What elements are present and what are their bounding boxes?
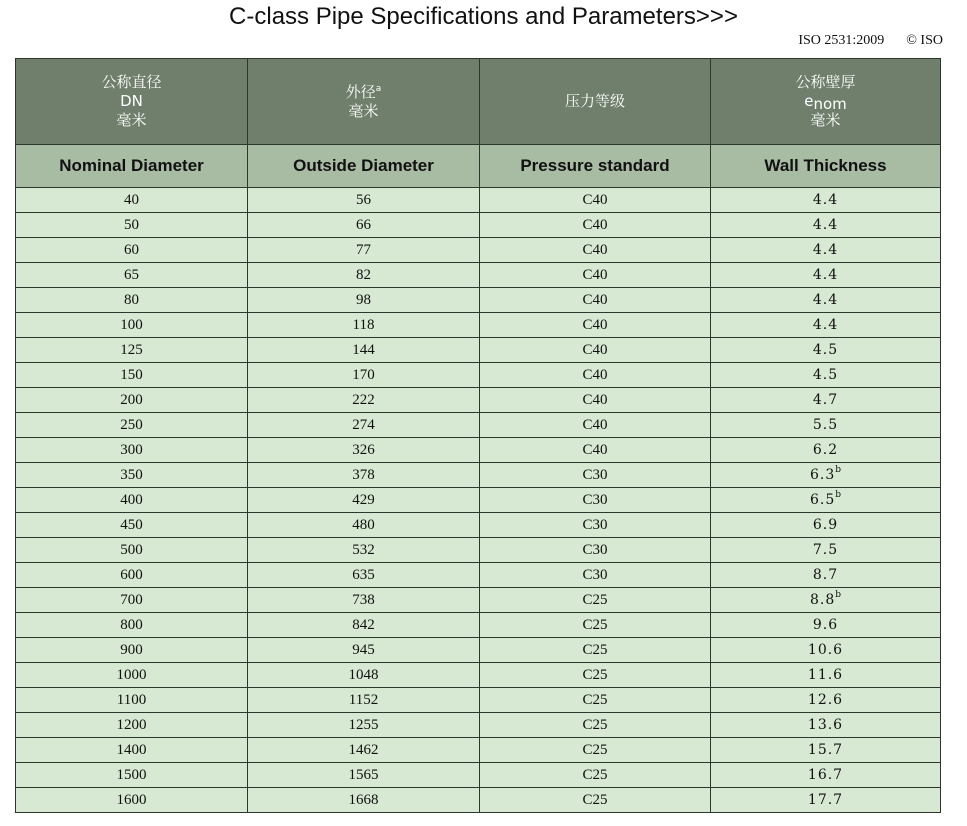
- table-row: [16, 688, 941, 713]
- cell-outside-diameter: [248, 763, 480, 788]
- cell-pressure-standard: [480, 488, 711, 513]
- cell-wall-thickness-value: 5.5: [812, 417, 839, 433]
- cell-nominal-diameter-value: 1100: [116, 692, 147, 708]
- cell-wall-thickness: [711, 363, 941, 388]
- cell-pressure-standard-value: C25: [582, 792, 608, 808]
- cell-outside-diameter-value: 842: [352, 617, 375, 633]
- table-row: [16, 188, 941, 213]
- cell-pressure-standard-value: C25: [582, 642, 608, 658]
- cell-wall-thickness-value: 6.9: [812, 517, 839, 533]
- cell-pressure-standard-value: C25: [582, 617, 608, 633]
- cell-wall-thickness: [711, 188, 941, 213]
- cell-nominal-diameter: [16, 563, 248, 588]
- cell-wall-thickness: [711, 638, 941, 663]
- cell-pressure-standard: [480, 463, 711, 488]
- cell-pressure-standard: [480, 763, 711, 788]
- cell-outside-diameter-value: 1565: [348, 767, 379, 783]
- cell-pressure-standard-value: C40: [582, 317, 608, 333]
- cell-pressure-standard: [480, 413, 711, 438]
- cell-wall-thickness-value: 6.3: [809, 467, 836, 483]
- cell-nominal-diameter: [16, 613, 248, 638]
- cell-nominal-diameter: [16, 363, 248, 388]
- cell-nominal-diameter: [16, 763, 248, 788]
- cell-outside-diameter: [248, 738, 480, 763]
- cell-outside-diameter: [248, 363, 480, 388]
- cell-outside-diameter-value: 326: [352, 442, 375, 458]
- cell-outside-diameter: [248, 238, 480, 263]
- cell-nominal-diameter-value: 900: [120, 642, 143, 658]
- cell-nominal-diameter: [16, 338, 248, 363]
- cell-wall-thickness: [711, 688, 941, 713]
- cell-wall-thickness-value: 4.5: [812, 367, 839, 383]
- cell-nominal-diameter: [16, 413, 248, 438]
- header-text: 毫米: [116, 111, 147, 129]
- cell-wall-thickness: [711, 513, 941, 538]
- cell-nominal-diameter-value: 80: [124, 292, 139, 308]
- cell-pressure-standard: [480, 788, 711, 813]
- cell-nominal-diameter: [16, 688, 248, 713]
- cell-outside-diameter: [248, 463, 480, 488]
- cell-wall-thickness-value: 4.4: [812, 267, 839, 283]
- cell-pressure-standard: [480, 213, 711, 238]
- cell-pressure-standard: [480, 738, 711, 763]
- cell-outside-diameter-value: 118: [352, 317, 375, 333]
- cell-nominal-diameter: [16, 438, 248, 463]
- cell-outside-diameter-value: 66: [356, 217, 371, 233]
- cell-pressure-standard: [480, 538, 711, 563]
- cell-pressure-standard-value: C30: [582, 567, 608, 583]
- header-subscript: nom: [813, 95, 847, 113]
- cell-wall-thickness: [711, 338, 941, 363]
- cell-pressure-standard: [480, 713, 711, 738]
- cell-outside-diameter-value: 1255: [348, 717, 379, 733]
- cell-pressure-standard-value: C25: [582, 667, 608, 683]
- table-row: [16, 313, 941, 338]
- footnote-mark: b: [835, 465, 842, 475]
- cell-nominal-diameter-value: 1400: [116, 742, 147, 758]
- cell-nominal-diameter: [16, 213, 248, 238]
- cell-nominal-diameter: [16, 288, 248, 313]
- cell-pressure-standard-value: C25: [582, 692, 608, 708]
- cell-nominal-diameter-value: 1500: [116, 767, 147, 783]
- cell-outside-diameter-value: 1152: [348, 692, 379, 708]
- cell-outside-diameter-value: 378: [352, 467, 375, 483]
- standard-reference: [798, 33, 943, 49]
- cell-wall-thickness-value: 7.5: [812, 542, 839, 558]
- cell-wall-thickness-value: 16.7: [807, 767, 844, 783]
- header-wall-thickness: Wall Thickness: [711, 145, 941, 188]
- cell-nominal-diameter-value: 40: [124, 192, 139, 208]
- cell-wall-thickness: [711, 763, 941, 788]
- header-text: 公称壁厚: [795, 73, 856, 91]
- cell-pressure-standard-value: C40: [582, 367, 608, 383]
- cell-wall-thickness: [711, 213, 941, 238]
- cell-nominal-diameter: [16, 513, 248, 538]
- cell-nominal-diameter: [16, 463, 248, 488]
- cell-wall-thickness-value: 11.6: [807, 667, 844, 683]
- cell-nominal-diameter-value: 1000: [116, 667, 147, 683]
- cell-pressure-standard: [480, 638, 711, 663]
- cell-nominal-diameter-value: 125: [120, 342, 143, 358]
- cell-nominal-diameter-value: 200: [120, 392, 143, 408]
- cell-wall-thickness: [711, 713, 941, 738]
- cell-nominal-diameter: [16, 738, 248, 763]
- cell-nominal-diameter: [16, 588, 248, 613]
- cell-outside-diameter: [248, 263, 480, 288]
- table-row: [16, 713, 941, 738]
- cell-outside-diameter-value: 77: [356, 242, 371, 258]
- cell-nominal-diameter-value: 300: [120, 442, 143, 458]
- copyright-mark: © ISO: [906, 33, 943, 48]
- cell-nominal-diameter-value: 1600: [116, 792, 147, 808]
- cell-outside-diameter: [248, 538, 480, 563]
- table-row: [16, 563, 941, 588]
- cell-nominal-diameter: [16, 388, 248, 413]
- cell-outside-diameter-value: 1048: [348, 667, 379, 683]
- cell-nominal-diameter-value: 60: [124, 242, 139, 258]
- cell-outside-diameter: [248, 613, 480, 638]
- cell-outside-diameter-value: 98: [356, 292, 371, 308]
- cell-wall-thickness-value: 4.4: [812, 292, 839, 308]
- cell-outside-diameter: [248, 563, 480, 588]
- cell-pressure-standard: [480, 613, 711, 638]
- cell-outside-diameter-value: 635: [352, 567, 375, 583]
- cell-nominal-diameter: [16, 663, 248, 688]
- cell-wall-thickness: [711, 313, 941, 338]
- cell-outside-diameter-value: 738: [352, 592, 375, 608]
- cell-outside-diameter-value: 532: [352, 542, 375, 558]
- header-outside-diameter-cn: [248, 59, 480, 145]
- cell-wall-thickness-value: 4.4: [812, 217, 839, 233]
- table-row: [16, 388, 941, 413]
- cell-wall-thickness: [711, 438, 941, 463]
- table-row: [16, 513, 941, 538]
- cell-outside-diameter: [248, 788, 480, 813]
- cell-pressure-standard-value: C40: [582, 342, 608, 358]
- cell-pressure-standard: [480, 563, 711, 588]
- table-row: [16, 738, 941, 763]
- cell-wall-thickness: [711, 613, 941, 638]
- cell-wall-thickness-value: 10.6: [807, 642, 844, 658]
- header-nominal-diameter: Nominal Diameter: [16, 145, 248, 188]
- cell-outside-diameter-value: 56: [356, 192, 371, 208]
- table-row: [16, 213, 941, 238]
- cell-pressure-standard-value: C40: [582, 217, 608, 233]
- cell-wall-thickness-value: 9.6: [812, 617, 839, 633]
- header-pressure-cn: 压力等级: [480, 59, 711, 145]
- cell-nominal-diameter-value: 1200: [116, 717, 147, 733]
- cell-wall-thickness: [711, 563, 941, 588]
- cell-pressure-standard: [480, 663, 711, 688]
- cell-outside-diameter: [248, 438, 480, 463]
- cell-wall-thickness: [711, 263, 941, 288]
- cell-wall-thickness: [711, 588, 941, 613]
- cell-wall-thickness-value: 4.5: [812, 342, 839, 358]
- header-outside-diameter: Outside Diameter: [248, 145, 480, 188]
- header-row-chinese: [16, 59, 941, 145]
- cell-wall-thickness: [711, 738, 941, 763]
- cell-nominal-diameter: [16, 788, 248, 813]
- cell-nominal-diameter-value: 100: [120, 317, 143, 333]
- cell-outside-diameter: [248, 288, 480, 313]
- cell-outside-diameter-value: 1668: [348, 792, 379, 808]
- cell-pressure-standard-value: C40: [582, 192, 608, 208]
- cell-outside-diameter-value: 144: [352, 342, 375, 358]
- table-row: [16, 463, 941, 488]
- cell-pressure-standard: [480, 313, 711, 338]
- cell-pressure-standard: [480, 238, 711, 263]
- cell-wall-thickness: [711, 663, 941, 688]
- cell-outside-diameter: [248, 338, 480, 363]
- cell-pressure-standard-value: C40: [582, 417, 608, 433]
- table-body: [16, 188, 941, 813]
- cell-outside-diameter: [248, 713, 480, 738]
- cell-outside-diameter-value: 429: [352, 492, 375, 508]
- cell-pressure-standard: [480, 363, 711, 388]
- footnote-mark: b: [835, 590, 842, 600]
- cell-nominal-diameter: [16, 713, 248, 738]
- cell-outside-diameter: [248, 663, 480, 688]
- cell-pressure-standard-value: C40: [582, 392, 608, 408]
- table-row: [16, 438, 941, 463]
- cell-wall-thickness-value: 8.7: [812, 567, 839, 583]
- cell-outside-diameter: [248, 188, 480, 213]
- cell-wall-thickness-value: 6.5: [809, 492, 836, 508]
- table-row: [16, 488, 941, 513]
- page-title: C-class Pipe Specifications and Parameters>>>: [229, 3, 738, 30]
- header-pressure-standard: Pressure standard: [480, 145, 711, 188]
- cell-wall-thickness-value: 6.2: [812, 442, 839, 458]
- cell-nominal-diameter-value: 250: [120, 417, 143, 433]
- cell-nominal-diameter-value: 400: [120, 492, 143, 508]
- cell-outside-diameter-value: 1462: [348, 742, 379, 758]
- cell-outside-diameter: [248, 513, 480, 538]
- cell-wall-thickness: [711, 288, 941, 313]
- cell-pressure-standard-value: C30: [582, 517, 608, 533]
- cell-wall-thickness-value: 17.7: [807, 792, 844, 808]
- cell-nominal-diameter: [16, 263, 248, 288]
- cell-outside-diameter: [248, 688, 480, 713]
- cell-nominal-diameter-value: 600: [120, 567, 143, 583]
- cell-outside-diameter-value: 274: [352, 417, 375, 433]
- table-row: [16, 788, 941, 813]
- cell-nominal-diameter-value: 700: [120, 592, 143, 608]
- cell-pressure-standard: [480, 288, 711, 313]
- header-text: e: [804, 92, 814, 110]
- cell-pressure-standard-value: C25: [582, 717, 608, 733]
- cell-wall-thickness: [711, 388, 941, 413]
- cell-pressure-standard: [480, 388, 711, 413]
- cell-outside-diameter-value: 82: [356, 267, 371, 283]
- cell-pressure-standard: [480, 263, 711, 288]
- cell-outside-diameter: [248, 388, 480, 413]
- cell-pressure-standard-value: C40: [582, 267, 608, 283]
- standard-number: ISO 2531:2009: [798, 33, 885, 48]
- cell-outside-diameter: [248, 413, 480, 438]
- cell-pressure-standard: [480, 688, 711, 713]
- cell-wall-thickness: [711, 413, 941, 438]
- cell-outside-diameter: [248, 488, 480, 513]
- table-row: [16, 663, 941, 688]
- table-row: [16, 238, 941, 263]
- cell-pressure-standard-value: C40: [582, 442, 608, 458]
- table-row: [16, 538, 941, 563]
- cell-outside-diameter-value: 222: [352, 392, 375, 408]
- cell-nominal-diameter-value: 150: [120, 367, 143, 383]
- cell-outside-diameter: [248, 638, 480, 663]
- table-row: [16, 613, 941, 638]
- header-text: 毫米: [348, 101, 379, 120]
- header-text: 公称直径: [101, 73, 162, 91]
- cell-pressure-standard: [480, 338, 711, 363]
- cell-nominal-diameter: [16, 538, 248, 563]
- cell-wall-thickness-value: 8.8: [809, 592, 836, 608]
- table-row: [16, 363, 941, 388]
- cell-nominal-diameter: [16, 188, 248, 213]
- cell-nominal-diameter-value: 800: [120, 617, 143, 633]
- cell-outside-diameter-value: 480: [352, 517, 375, 533]
- cell-wall-thickness: [711, 488, 941, 513]
- footnote-mark: a: [375, 83, 382, 94]
- cell-pressure-standard: [480, 188, 711, 213]
- header-wall-thickness-cn: [711, 59, 941, 145]
- cell-pressure-standard-value: C25: [582, 767, 608, 783]
- cell-pressure-standard-value: C30: [582, 492, 608, 508]
- table-row: [16, 338, 941, 363]
- cell-outside-diameter-value: 170: [352, 367, 375, 383]
- table-row: [16, 763, 941, 788]
- cell-outside-diameter: [248, 213, 480, 238]
- header-text: DN: [120, 92, 143, 110]
- cell-pressure-standard-value: C30: [582, 467, 608, 483]
- cell-pressure-standard-value: C25: [582, 742, 608, 758]
- header-row-english: [16, 145, 941, 188]
- cell-wall-thickness: [711, 238, 941, 263]
- cell-nominal-diameter-value: 65: [124, 267, 139, 283]
- footnote-mark: b: [835, 490, 842, 500]
- pipe-spec-table: [15, 58, 941, 813]
- table-row: [16, 413, 941, 438]
- cell-nominal-diameter: [16, 313, 248, 338]
- cell-wall-thickness-value: 4.4: [812, 317, 839, 333]
- cell-nominal-diameter-value: 500: [120, 542, 143, 558]
- cell-nominal-diameter-value: 350: [120, 467, 143, 483]
- cell-wall-thickness: [711, 788, 941, 813]
- cell-nominal-diameter-value: 50: [124, 217, 139, 233]
- table-row: [16, 638, 941, 663]
- cell-nominal-diameter: [16, 488, 248, 513]
- cell-pressure-standard: [480, 438, 711, 463]
- cell-pressure-standard: [480, 588, 711, 613]
- cell-wall-thickness: [711, 538, 941, 563]
- cell-wall-thickness-value: 12.6: [807, 692, 844, 708]
- cell-wall-thickness-value: 13.6: [807, 717, 844, 733]
- cell-outside-diameter: [248, 588, 480, 613]
- cell-wall-thickness-value: 4.4: [812, 242, 839, 258]
- cell-wall-thickness: [711, 463, 941, 488]
- cell-pressure-standard-value: C40: [582, 292, 608, 308]
- cell-nominal-diameter: [16, 638, 248, 663]
- header-text: 毫米: [810, 111, 841, 129]
- header-text: 外径: [345, 82, 376, 101]
- cell-nominal-diameter: [16, 238, 248, 263]
- cell-pressure-standard-value: C30: [582, 542, 608, 558]
- table-row: [16, 263, 941, 288]
- cell-wall-thickness-value: 4.7: [812, 392, 839, 408]
- cell-wall-thickness-value: 4.4: [812, 192, 839, 208]
- cell-outside-diameter: [248, 313, 480, 338]
- table-row: [16, 288, 941, 313]
- header-nominal-diameter-cn: [16, 59, 248, 145]
- table-row: [16, 588, 941, 613]
- cell-pressure-standard-value: C40: [582, 242, 608, 258]
- cell-pressure-standard-value: C25: [582, 592, 608, 608]
- cell-nominal-diameter-value: 450: [120, 517, 143, 533]
- cell-outside-diameter-value: 945: [352, 642, 375, 658]
- cell-pressure-standard: [480, 513, 711, 538]
- cell-wall-thickness-value: 15.7: [807, 742, 844, 758]
